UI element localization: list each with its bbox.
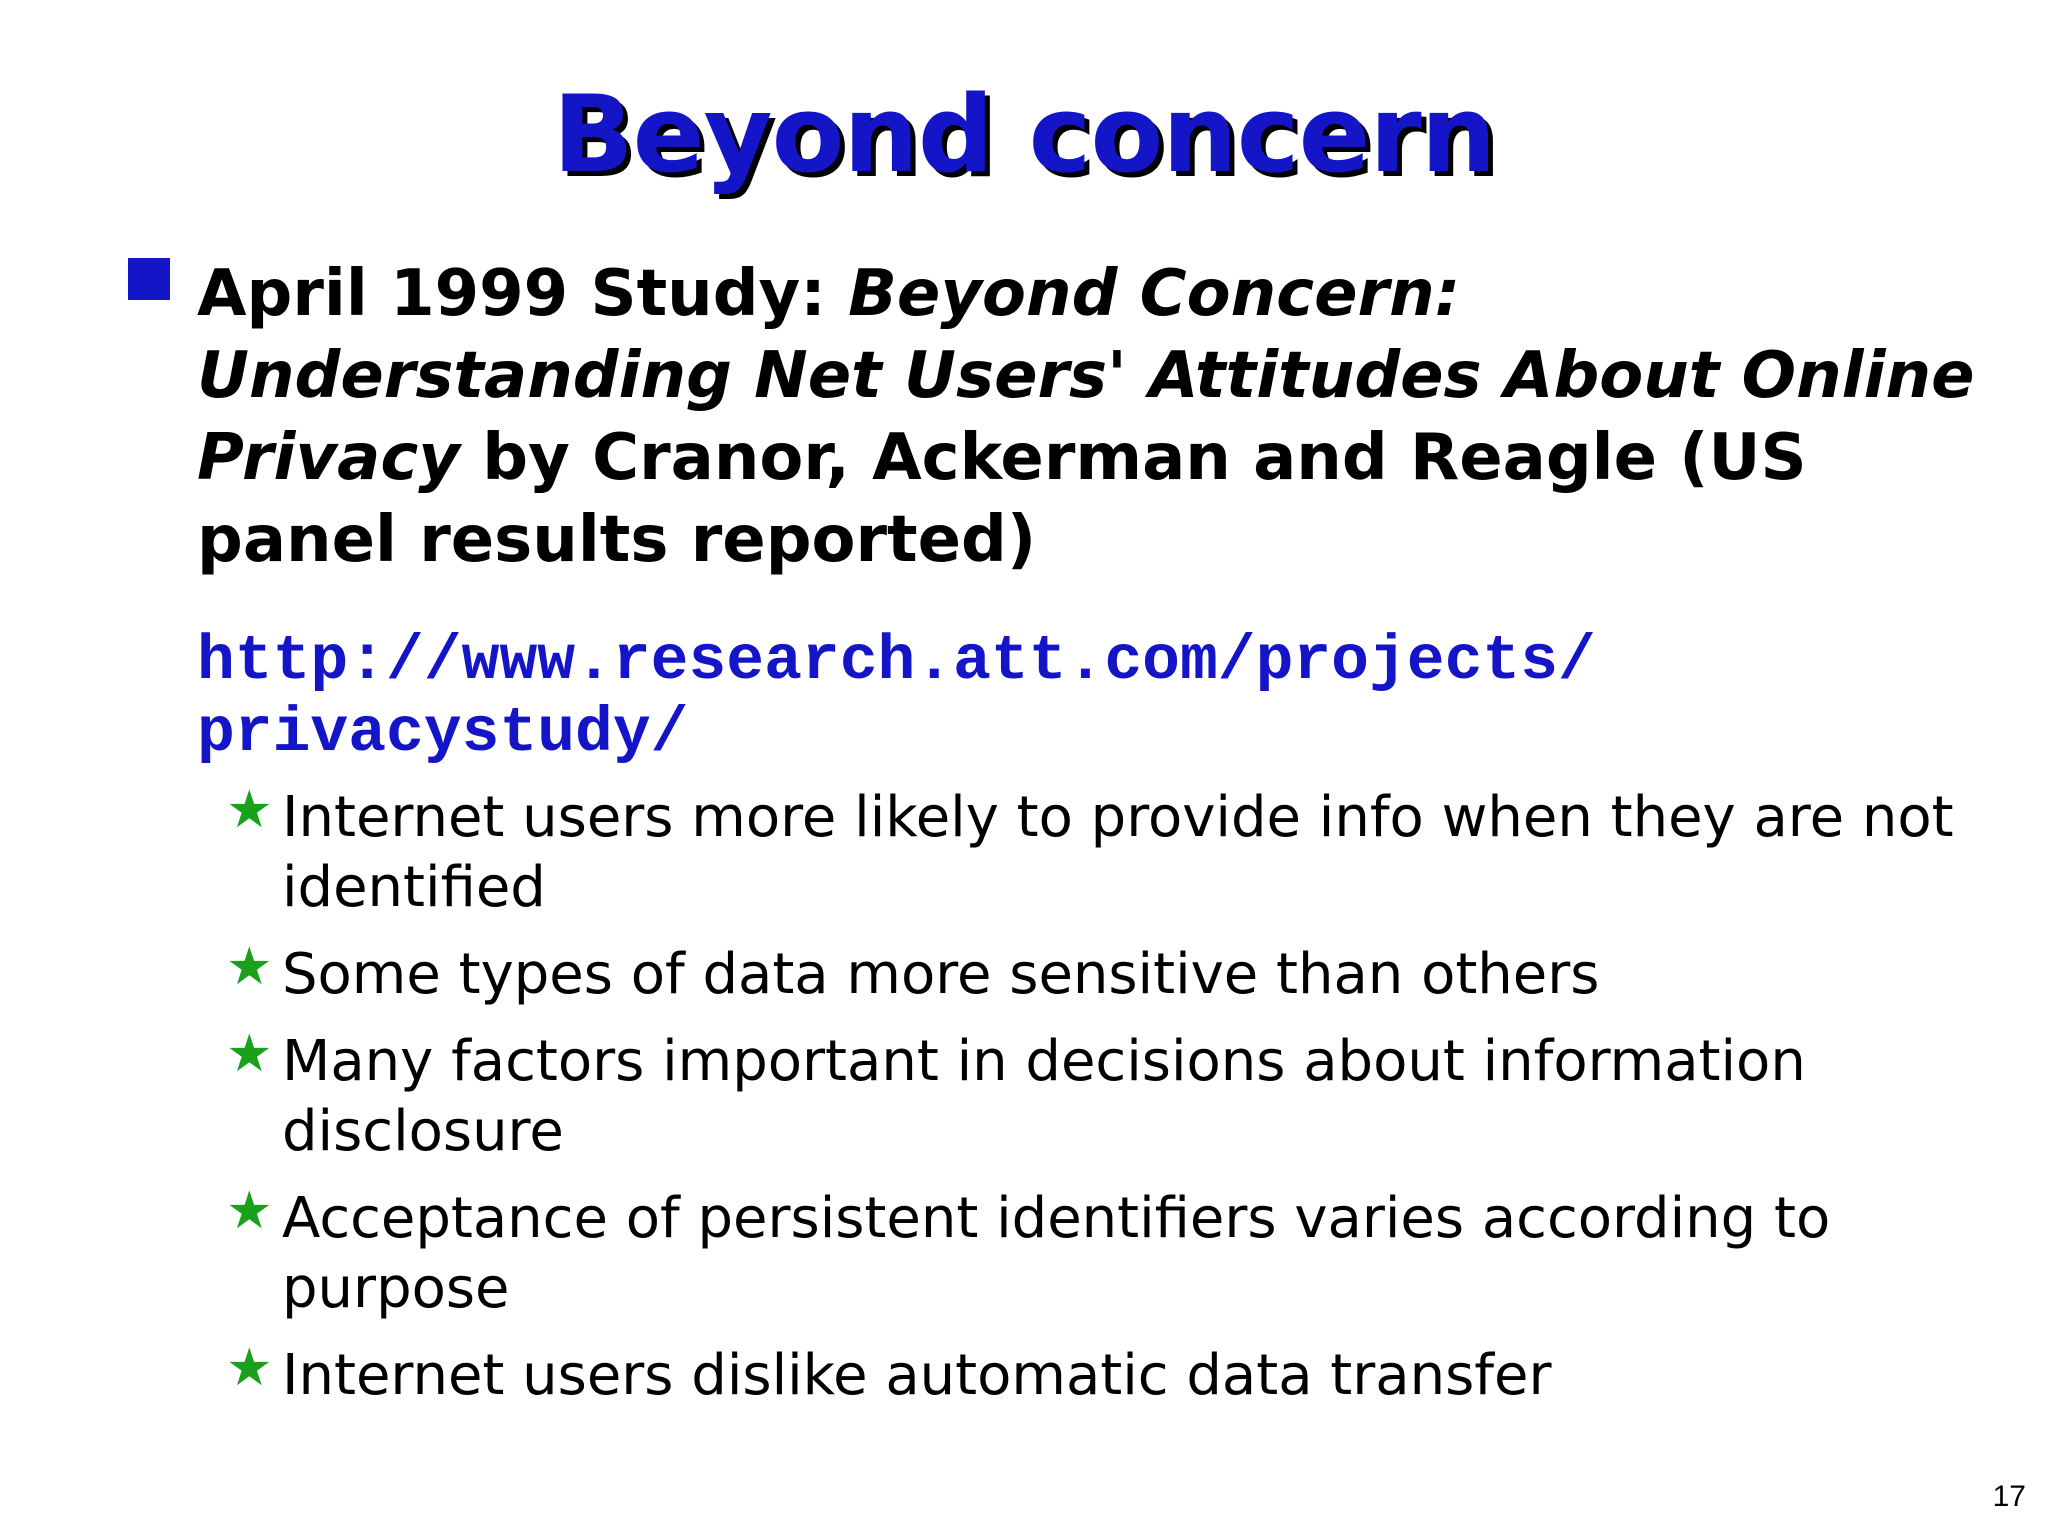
list-item [226,937,2006,1010]
star-icon: ★ [226,937,273,997]
square-bullet-icon [128,258,170,300]
finding-text: Many factors important in decisions about information disclosure [282,1029,1806,1164]
study-lead: April 1999 Study: [197,257,849,331]
study-authors: by Cranor, Ackerman and Reagle (US panel results reported) [197,421,1807,577]
findings-list [226,780,2006,1428]
list-item [226,1181,2006,1324]
finding-text: Internet users dislike automatic data transfer [282,1343,1552,1408]
study-url-link[interactable] [197,626,1947,770]
study-title: Beyond Concern: Understanding Net Users' Attitudes About Online Privacy [197,257,1975,495]
slide-title: Beyond concern [552,73,1496,196]
finding-text: Some types of data more sensitive than others [282,942,1600,1007]
list-item [226,1338,2006,1411]
url-line-2[interactable]: privacystudy/ [197,698,689,769]
star-icon: ★ [226,780,273,840]
finding-text: Acceptance of persistent identifiers varies according to purpose [282,1186,1831,1321]
url-line-1[interactable]: http://www.research.att.com/projects/ [197,626,1596,697]
finding-text: Internet users more likely to provide info when they are not identified [282,785,1954,920]
main-bullet-text [197,253,1997,581]
page-number: 17 [1992,1480,2026,1513]
star-icon: ★ [226,1024,273,1084]
list-item [226,1024,2006,1167]
list-item [226,780,2006,923]
star-icon: ★ [226,1181,273,1241]
star-icon: ★ [226,1338,273,1398]
